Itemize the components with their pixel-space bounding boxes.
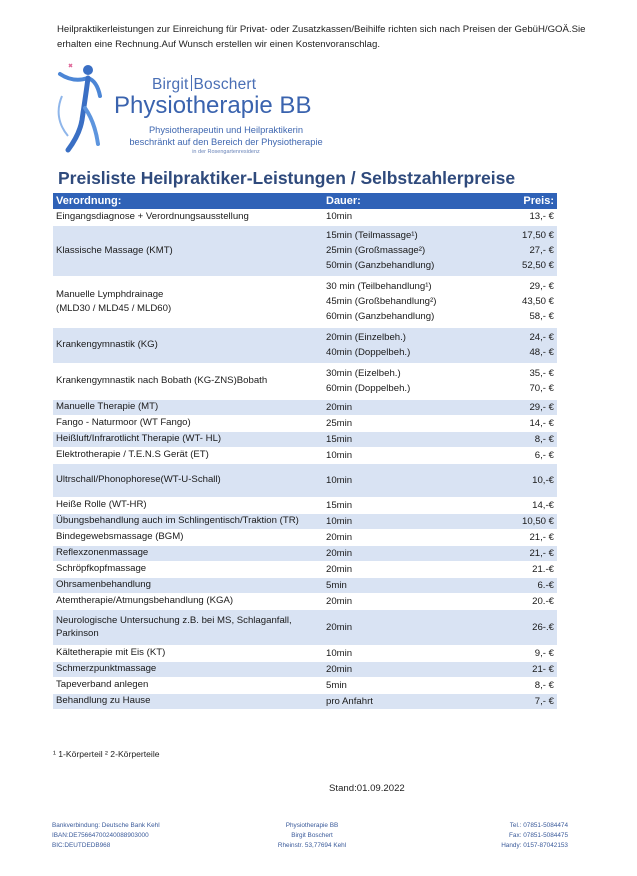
price-list-title: Preisliste Heilpraktiker-Leistungen / Selbstzahlerpreise [58, 168, 516, 188]
table-row [53, 577, 557, 593]
price-cell: 21.-€ [473, 561, 557, 577]
service-cell: Manuelle Lymphdrainage (MLD30 / MLD45 / MLD60) [53, 276, 323, 327]
table-row [53, 363, 557, 399]
duration-cell: 5min [323, 577, 473, 593]
price-cell: 8,- € [473, 431, 557, 447]
duration-cell: 20min (Einzelbeh.) 40min (Doppelbeh.) [323, 327, 473, 363]
price-cell: 21- € [473, 661, 557, 677]
service-cell: Manuelle Therapie (MT) [53, 399, 323, 415]
table-row [53, 399, 557, 415]
duration-cell: pro Anfahrt [323, 693, 473, 709]
footer-bank: Bankverbindung: Deutsche Bank Kehl IBAN:DE75664700240088903000 BIC:DEUTDEDB968 [52, 822, 160, 849]
duration-cell: 10min [323, 447, 473, 463]
practice-logo [52, 58, 352, 166]
price-cell: 10,50 € [473, 513, 557, 529]
service-cell: Atemtherapie/Atmungsbehandlung (KGA) [53, 593, 323, 609]
price-cell: 13,- € [473, 209, 557, 225]
service-cell: Elektrotherapie / T.E.N.S Gerät (ET) [53, 447, 323, 463]
footer-address: Physiotherapie BB Birgit Boschert Rheinstr. 53,77694 Kehl [277, 822, 347, 849]
service-cell: Ultrschall/Phonophorese(WT-U-Schall) [53, 463, 323, 497]
price-cell: 29,- € [473, 399, 557, 415]
price-cell: 35,- € 70,- € [473, 363, 557, 399]
price-cell: 21,- € [473, 529, 557, 545]
duration-cell: 30min (Eizelbeh.) 60min (Doppelbeh.) [323, 363, 473, 399]
service-cell: Ohrsamenbehandlung [53, 577, 323, 593]
duration-cell: 10min [323, 645, 473, 661]
table-row [53, 447, 557, 463]
table-row [53, 276, 557, 327]
service-cell: Eingangsdiagnose + Verordnungsausstellung [53, 209, 323, 225]
price-cell: 17,50 € 27,- € 52,50 € [473, 225, 557, 276]
table-row [53, 431, 557, 447]
table-row [53, 327, 557, 363]
price-table [53, 193, 557, 710]
stand-date: Stand:01.09.2022 [329, 783, 405, 794]
table-row [53, 225, 557, 276]
service-cell: Krankengymnastik (KG) [53, 327, 323, 363]
price-cell: 24,- € 48,- € [473, 327, 557, 363]
intro-text: Heilpraktikerleistungen zur Einreichung für Privat- oder Zusatzkassen/Beihilfe richten sich nach Preisen der GebüH/GOÄ.Sie erhalten eine Rechnung.Auf Wunsch erstellen wir einen Kostenvoranschlag. [57, 24, 586, 50]
price-cell: 6.-€ [473, 577, 557, 593]
footer-contact: Tel.: 07851-5084474 Fax: 07851-5084475 Handy: 0157-87042153 [501, 822, 568, 849]
duration-cell: 20min [323, 609, 473, 645]
table-row [53, 693, 557, 709]
header-price: Preis: [473, 193, 557, 209]
table-row [53, 609, 557, 645]
table-row [53, 593, 557, 609]
duration-cell: 20min [323, 399, 473, 415]
table-row [53, 529, 557, 545]
logo-practice-name: Physiotherapie BB [114, 92, 312, 119]
service-cell: Schmerzpunktmassage [53, 661, 323, 677]
service-cell: Übungsbehandlung auch im Schlingentisch/Traktion (TR) [53, 513, 323, 529]
duration-cell: 20min [323, 561, 473, 577]
table-row [53, 209, 557, 225]
table-row [53, 661, 557, 677]
table-row [53, 645, 557, 661]
logo-subtitle: Physiotherapeutin und Heilpraktikerin beschränkt auf den Bereich der Physiotherapie [129, 125, 323, 147]
duration-cell: 25min [323, 415, 473, 431]
header-service: Verordnung: [53, 193, 323, 209]
duration-cell: 15min [323, 497, 473, 513]
duration-cell: 20min [323, 529, 473, 545]
table-row [53, 677, 557, 693]
duration-cell: 15min [323, 431, 473, 447]
table-row [53, 545, 557, 561]
price-cell: 7,- € [473, 693, 557, 709]
price-cell: 21,- € [473, 545, 557, 561]
price-cell: 14,- € [473, 415, 557, 431]
price-cell: 9,- € [473, 645, 557, 661]
footnote: ¹ 1-Körperteil ² 2-Körperteile [53, 749, 160, 759]
table-row [53, 463, 557, 497]
price-table-header [53, 193, 557, 209]
service-cell: Reflexzonenmassage [53, 545, 323, 561]
service-cell: Bindegewebsmassage (BGM) [53, 529, 323, 545]
duration-cell: 20min [323, 545, 473, 561]
service-cell: Heißluft/Infrarotlicht Therapie (WT- HL) [53, 431, 323, 447]
service-cell: Schröpfkopfmassage [53, 561, 323, 577]
table-row [53, 513, 557, 529]
service-cell: Tapeverband anlegen [53, 677, 323, 693]
duration-cell: 10min [323, 209, 473, 225]
duration-cell: 15min (Teilmassage¹) 25min (Großmassage²) 50min (Ganzbehandlung) [323, 225, 473, 276]
duration-cell: 5min [323, 677, 473, 693]
service-cell: Fango - Naturmoor (WT Fango) [53, 415, 323, 431]
table-row [53, 561, 557, 577]
service-cell: Heiße Rolle (WT-HR) [53, 497, 323, 513]
price-cell: 6,- € [473, 447, 557, 463]
price-cell: 26-.€ [473, 609, 557, 645]
price-cell: 10,-€ [473, 463, 557, 497]
header-duration: Dauer: [323, 193, 473, 209]
logo-location: in der Rosengartenresidenz [192, 149, 260, 155]
service-cell: Krankengymnastik nach Bobath (KG-ZNS)Bobath [53, 363, 323, 399]
table-row [53, 415, 557, 431]
duration-cell: 10min [323, 463, 473, 497]
price-cell: 14,-€ [473, 497, 557, 513]
duration-cell: 20min [323, 661, 473, 677]
service-cell: Klassische Massage (KMT) [53, 225, 323, 276]
service-cell: Kältetherapie mit Eis (KT) [53, 645, 323, 661]
duration-cell: 10min [323, 513, 473, 529]
price-cell: 8,- € [473, 677, 557, 693]
price-cell: 29,- € 43,50 € 58,- € [473, 276, 557, 327]
duration-cell: 30 min (Teilbehandlung¹) 45min (Großbehandlung²) 60min (Ganzbehandlung) [323, 276, 473, 327]
duration-cell: 20min [323, 593, 473, 609]
service-cell: Neurologische Untersuchung z.B. bei MS, Schlaganfall, Parkinson [53, 609, 323, 645]
price-cell: 20.-€ [473, 593, 557, 609]
table-row [53, 497, 557, 513]
service-cell: Behandlung zu Hause [53, 693, 323, 709]
logo-name: Birgit Boschert [152, 76, 257, 93]
dancer-figure-icon [52, 58, 122, 158]
